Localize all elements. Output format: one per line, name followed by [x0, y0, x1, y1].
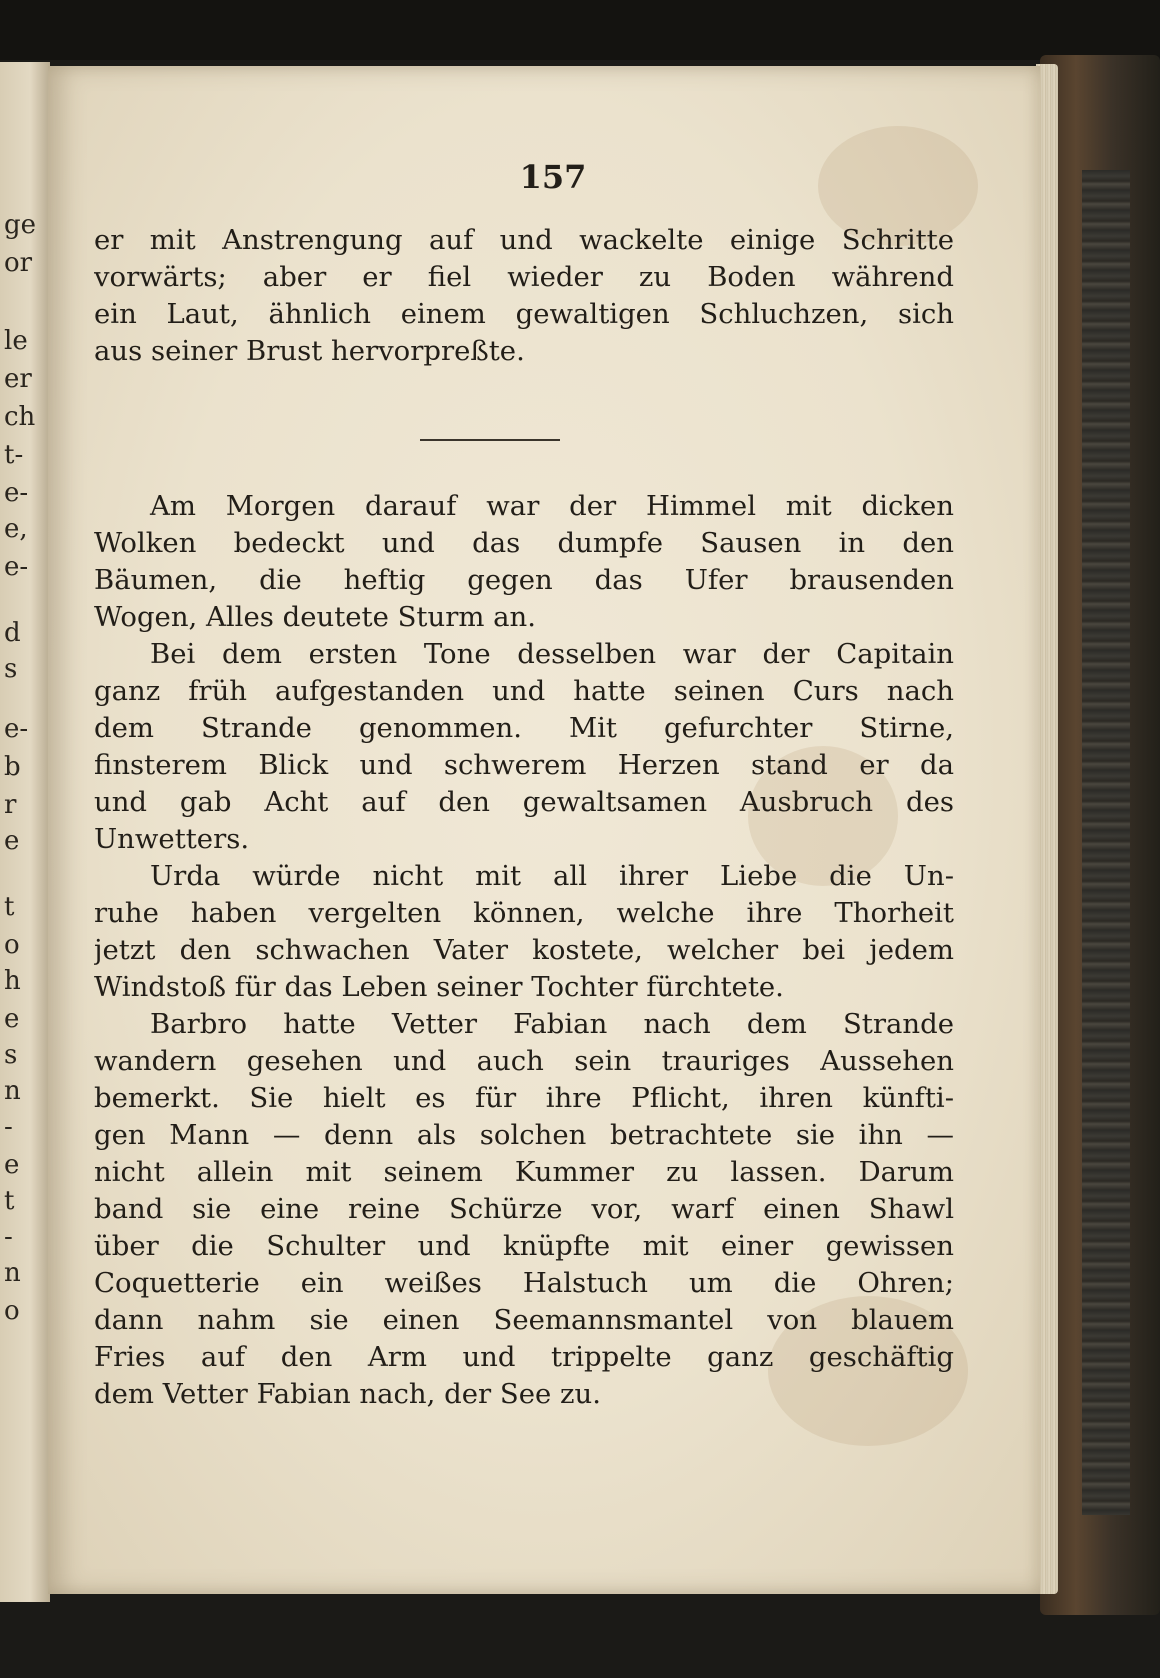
text-block-top	[94, 222, 954, 370]
book-page	[48, 66, 1040, 1594]
text-line: jetzt den schwachen Vater kostete, welcher bei jedem	[94, 934, 954, 966]
left-page-text-fragment: -	[4, 1112, 13, 1142]
text-line: Coquetterie ein weißes Halstuch um die Ohren;	[94, 1267, 954, 1299]
text-line: Unwetters.	[94, 823, 250, 855]
paragraph	[94, 636, 954, 858]
text-line: Urda würde nicht mit all ihrer Liebe die Un-	[150, 860, 954, 892]
text-line: wandern gesehen und auch sein trauriges Aussehen	[94, 1045, 954, 1077]
text-line: über die Schulter und knüpfte mit einer gewissen	[94, 1230, 954, 1262]
text-line: Am Morgen darauf war der Himmel mit dicken	[150, 490, 954, 522]
left-page-text-fragment: t	[4, 892, 15, 922]
text-line: band sie eine reine Schürze vor, warf einen Shawl	[94, 1193, 954, 1225]
text-line: nicht allein mit seinem Kummer zu lassen. Darum	[94, 1156, 954, 1188]
paragraph	[94, 858, 954, 1006]
text-line: ein Laut, ähnlich einem gewaltigen Schluchzen, sich	[94, 298, 954, 330]
text-line: Wolken bedeckt und das dumpfe Sausen in den	[94, 527, 954, 559]
text-line: Bäumen, die heftig gegen das Ufer brausenden	[94, 564, 954, 596]
left-page-text-fragment: e	[4, 1004, 20, 1034]
left-page-text-fragment: t	[4, 1186, 15, 1216]
left-page-text-fragment: o	[4, 1296, 20, 1326]
paragraph	[94, 222, 954, 370]
left-page-text-fragment: er	[4, 364, 32, 394]
left-page-text-fragment: t-	[4, 440, 24, 470]
left-page-text-fragment: e,	[4, 514, 28, 544]
text-line: bemerkt. Sie hielt es für ihre Pflicht, ihren künfti-	[94, 1082, 954, 1114]
paragraph	[94, 1006, 954, 1413]
text-line: er mit Anstrengung auf und wackelte einige Schritte	[94, 224, 954, 256]
text-line: dem Vetter Fabian nach, der See zu.	[94, 1378, 601, 1410]
text-line: Bei dem ersten Tone desselben war der Capitain	[150, 638, 954, 670]
background	[0, 0, 1160, 60]
text-line: Wogen, Alles deutete Sturm an.	[94, 601, 537, 633]
text-line: und gab Acht auf den gewaltsamen Ausbruch des	[94, 786, 954, 818]
left-page-text-fragment: ge	[4, 210, 37, 240]
left-page-text-fragment: e-	[4, 478, 29, 508]
text-line: ruhe haben vergelten können, welche ihre Thorheit	[94, 897, 954, 929]
left-page-text-fragment: s	[4, 1040, 18, 1070]
left-page-text-fragment: b	[4, 752, 21, 782]
left-page-edge	[0, 62, 50, 1602]
left-page-text-fragment: or	[4, 248, 33, 278]
text-line: dem Strande genommen. Mit gefurchter Stirne,	[94, 712, 954, 744]
left-page-text-fragment: n	[4, 1258, 21, 1288]
text-line: ganz früh aufgestanden und hatte seinen Curs nach	[94, 675, 954, 707]
left-page-text-fragment: e-	[4, 552, 29, 582]
left-page-text-fragment: le	[4, 326, 28, 356]
text-line: dann nahm sie einen Seemannsmantel von blauem	[94, 1304, 954, 1336]
left-page-text-fragment: s	[4, 654, 18, 684]
left-page-text-fragment: ch	[4, 402, 36, 432]
text-line: gen Mann — denn als solchen betrachtete sie ihn —	[94, 1119, 954, 1151]
left-page-text-fragment: e	[4, 826, 20, 856]
left-page-text-fragment: d	[4, 618, 21, 648]
text-line: Barbro hatte Vetter Fabian nach dem Strande	[150, 1008, 954, 1040]
left-page-text-fragment: n	[4, 1076, 21, 1106]
text-line: Windstoß für das Leben seiner Tochter fürchtete.	[94, 971, 784, 1003]
left-page-text-fragment: e	[4, 1150, 20, 1180]
left-page-text-fragment: -	[4, 1222, 13, 1252]
text-line: aus seiner Brust hervorpreßte.	[94, 335, 525, 367]
text-line: vorwärts; aber er fiel wieder zu Boden während	[94, 261, 954, 293]
text-line: Fries auf den Arm und trippelte ganz geschäftig	[94, 1341, 954, 1373]
left-page-text-fragment: r	[4, 790, 17, 820]
text-line: finsterem Blick und schwerem Herzen stand er da	[94, 749, 954, 781]
section-separator	[420, 439, 560, 441]
left-page-text-fragment: e-	[4, 714, 29, 744]
paragraph	[94, 488, 954, 636]
left-page-text-fragment: h	[4, 966, 21, 996]
left-page-text-fragment: o	[4, 930, 20, 960]
page-number: 157	[519, 158, 587, 196]
book-spine	[1082, 170, 1130, 1515]
text-block-bottom	[94, 488, 954, 1413]
